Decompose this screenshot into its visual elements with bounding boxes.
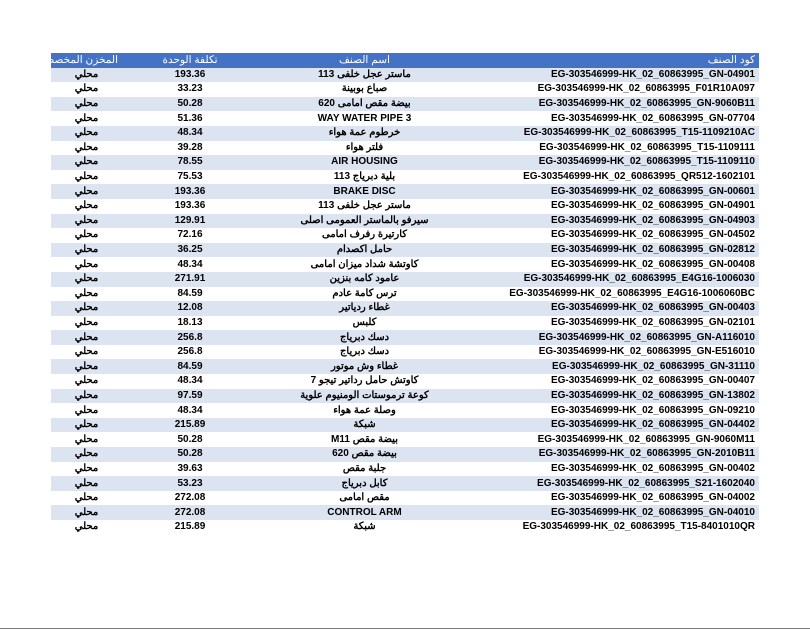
table-row[interactable] [51, 141, 759, 156]
cell-item-name[interactable]: بلية دبرياج 113 [258, 170, 471, 185]
cell-assigned-store[interactable]: محلي [51, 505, 122, 520]
cell-item-code[interactable]: EG-303546999-HK_02_60863995_GN-31110 [471, 359, 759, 374]
cell-item-code[interactable]: EG-303546999-HK_02_60863995_E4G16-1006060BC [471, 287, 759, 302]
cell-item-code[interactable]: EG-303546999-HK_02_60863995_GN-00601 [471, 184, 759, 199]
cell-unit-cost[interactable]: 33.23 [122, 82, 258, 97]
cell-item-code[interactable]: EG-303546999-HK_02_60863995_E4G16-1006030 [471, 272, 759, 287]
cell-item-code[interactable]: EG-303546999-HK_02_60863995_GN-09210 [471, 403, 759, 418]
cell-item-code[interactable]: EG-303546999-HK_02_60863995_GN-9060M11 [471, 432, 759, 447]
cell-unit-cost[interactable]: 48.34 [122, 126, 258, 141]
cell-unit-cost[interactable]: 129.91 [122, 214, 258, 229]
cell-assigned-store[interactable]: محلي [51, 432, 122, 447]
cell-assigned-store[interactable]: محلي [51, 359, 122, 374]
cell-item-name[interactable]: جلبة مقص [258, 462, 471, 477]
cell-unit-cost[interactable]: 97.59 [122, 389, 258, 404]
cell-assigned-store[interactable]: محلي [51, 389, 122, 404]
cell-item-code[interactable]: EG-303546999-HK_02_60863995_T15-1109210AC [471, 126, 759, 141]
cell-assigned-store[interactable]: محلي [51, 199, 122, 214]
cell-item-code[interactable]: EG-303546999-HK_02_60863995_GN-04901 [471, 68, 759, 83]
table-row[interactable] [51, 403, 759, 418]
cell-item-code[interactable]: EG-303546999-HK_02_60863995_GN-07704 [471, 111, 759, 126]
cell-assigned-store[interactable]: محلي [51, 141, 122, 156]
table-row[interactable] [51, 82, 759, 97]
cell-assigned-store[interactable]: محلي [51, 345, 122, 360]
table-row[interactable] [51, 447, 759, 462]
cell-item-code[interactable]: EG-303546999-HK_02_60863995_GN-A116010 [471, 330, 759, 345]
cell-unit-cost[interactable]: 272.08 [122, 505, 258, 520]
cell-unit-cost[interactable]: 48.34 [122, 257, 258, 272]
cell-assigned-store[interactable]: محلي [51, 447, 122, 462]
cell-unit-cost[interactable]: 72.16 [122, 228, 258, 243]
cell-item-name[interactable]: AIR HOUSING [258, 155, 471, 170]
cell-item-name[interactable]: عامود كامه بنزين [258, 272, 471, 287]
cell-unit-cost[interactable]: 39.63 [122, 462, 258, 477]
cell-assigned-store[interactable]: محلي [51, 228, 122, 243]
cell-unit-cost[interactable]: 215.89 [122, 418, 258, 433]
table-row[interactable] [51, 432, 759, 447]
cell-item-name[interactable]: غطاء ردياتير [258, 301, 471, 316]
cell-item-code[interactable]: EG-303546999-HK_02_60863995_GN-00403 [471, 301, 759, 316]
cell-assigned-store[interactable]: محلي [51, 476, 122, 491]
cell-item-code[interactable]: EG-303546999-HK_02_60863995_GN-04903 [471, 214, 759, 229]
cell-unit-cost[interactable]: 12.08 [122, 301, 258, 316]
cell-item-name[interactable]: كارتيرة رفرف امامى [258, 228, 471, 243]
cell-item-name[interactable]: صباع بوبينة [258, 82, 471, 97]
table-row[interactable] [51, 505, 759, 520]
cell-item-code[interactable]: EG-303546999-HK_02_60863995_GN-E516010 [471, 345, 759, 360]
table-row[interactable] [51, 184, 759, 199]
table-row[interactable] [51, 97, 759, 112]
cell-item-name[interactable]: بيضة مقص 620 [258, 447, 471, 462]
cell-unit-cost[interactable]: 51.36 [122, 111, 258, 126]
table-row[interactable] [51, 126, 759, 141]
cell-unit-cost[interactable]: 256.8 [122, 345, 258, 360]
table-row[interactable] [51, 287, 759, 302]
cell-item-name[interactable]: مقص امامى [258, 491, 471, 506]
cell-item-name[interactable]: شبكة [258, 418, 471, 433]
cell-item-name[interactable]: كوعة ترموستات الومنيوم علوية [258, 389, 471, 404]
cell-unit-cost[interactable]: 36.25 [122, 243, 258, 258]
cell-assigned-store[interactable]: محلي [51, 330, 122, 345]
cell-unit-cost[interactable]: 53.23 [122, 476, 258, 491]
table-row[interactable] [51, 418, 759, 433]
cell-assigned-store[interactable]: محلي [51, 301, 122, 316]
cell-unit-cost[interactable]: 50.28 [122, 447, 258, 462]
header-item-code[interactable]: كود الصنف [471, 53, 759, 68]
cell-item-code[interactable]: EG-303546999-HK_02_60863995_GN-04002 [471, 491, 759, 506]
cell-assigned-store[interactable]: محلي [51, 214, 122, 229]
table-row[interactable] [51, 520, 759, 535]
cell-assigned-store[interactable]: محلي [51, 403, 122, 418]
cell-item-code[interactable]: EG-303546999-HK_02_60863995_GN-9060B11 [471, 97, 759, 112]
table-row[interactable] [51, 228, 759, 243]
cell-item-name[interactable]: فلتر هواء [258, 141, 471, 156]
table-row[interactable] [51, 359, 759, 374]
header-row [51, 53, 759, 68]
table-row[interactable] [51, 111, 759, 126]
cell-unit-cost[interactable]: 18.13 [122, 316, 258, 331]
cell-item-code[interactable]: EG-303546999-HK_02_60863995_GN-04901 [471, 199, 759, 214]
cell-item-name[interactable]: بيضة مقص امامى 620 [258, 97, 471, 112]
cell-item-code[interactable]: EG-303546999-HK_02_60863995_F01R10A097 [471, 82, 759, 97]
cell-unit-cost[interactable]: 256.8 [122, 330, 258, 345]
cell-item-code[interactable]: EG-303546999-HK_02_60863995_T15-1109111 [471, 141, 759, 156]
cell-item-code[interactable]: EG-303546999-HK_02_60863995_T15-1109110 [471, 155, 759, 170]
table-row[interactable] [51, 243, 759, 258]
table-row[interactable] [51, 68, 759, 83]
cell-assigned-store[interactable]: محلي [51, 257, 122, 272]
cell-item-name[interactable]: شبكة [258, 520, 471, 535]
table-row[interactable] [51, 155, 759, 170]
cell-item-code[interactable]: EG-303546999-HK_02_60863995_GN-13802 [471, 389, 759, 404]
cell-unit-cost[interactable]: 48.34 [122, 403, 258, 418]
cell-item-code[interactable]: EG-303546999-HK_02_60863995_GN-02812 [471, 243, 759, 258]
cell-assigned-store[interactable]: محلي [51, 126, 122, 141]
cell-assigned-store[interactable]: محلي [51, 316, 122, 331]
cell-assigned-store[interactable]: محلي [51, 418, 122, 433]
cell-assigned-store[interactable]: محلي [51, 462, 122, 477]
cell-item-code[interactable]: EG-303546999-HK_02_60863995_S21-1602040 [471, 476, 759, 491]
cell-unit-cost[interactable]: 193.36 [122, 68, 258, 83]
table-row[interactable] [51, 316, 759, 331]
cell-unit-cost[interactable]: 271.91 [122, 272, 258, 287]
table-row[interactable] [51, 257, 759, 272]
parts-table [41, 53, 759, 535]
cell-assigned-store[interactable]: محلي [51, 97, 122, 112]
cell-item-name[interactable]: 3 WAY WATER PIPE [258, 111, 471, 126]
cell-assigned-store[interactable]: محلي [51, 287, 122, 302]
cell-item-name[interactable]: بيضة مقص M11 [258, 432, 471, 447]
cell-item-code[interactable]: EG-303546999-HK_02_60863995_GN-04402 [471, 418, 759, 433]
cell-unit-cost[interactable]: 50.28 [122, 97, 258, 112]
table-row[interactable] [51, 345, 759, 360]
cell-assigned-store[interactable]: محلي [51, 243, 122, 258]
cell-assigned-store[interactable]: محلي [51, 111, 122, 126]
cell-unit-cost[interactable]: 48.34 [122, 374, 258, 389]
table-row[interactable] [51, 389, 759, 404]
cell-unit-cost[interactable]: 215.89 [122, 520, 258, 535]
page-divider [0, 628, 810, 629]
cell-assigned-store[interactable]: محلي [51, 520, 122, 535]
cell-unit-cost[interactable]: 84.59 [122, 359, 258, 374]
table-row[interactable] [51, 272, 759, 287]
cell-item-name[interactable]: ترس كامة عادم [258, 287, 471, 302]
cell-assigned-store[interactable]: محلي [51, 68, 122, 83]
cell-assigned-store[interactable]: محلي [51, 170, 122, 185]
cell-item-code[interactable]: EG-303546999-HK_02_60863995_GN-00408 [471, 257, 759, 272]
table-row[interactable] [51, 214, 759, 229]
table-row[interactable] [51, 374, 759, 389]
cell-unit-cost[interactable]: 39.28 [122, 141, 258, 156]
cell-item-name[interactable]: وصلة عمة هواء [258, 403, 471, 418]
cell-unit-cost[interactable]: 193.36 [122, 184, 258, 199]
cell-unit-cost[interactable]: 50.28 [122, 432, 258, 447]
cell-item-name[interactable]: دسك دبرياج [258, 345, 471, 360]
cell-item-name[interactable]: غطاء وش موتور [258, 359, 471, 374]
cell-item-code[interactable]: EG-303546999-HK_02_60863995_GN-04502 [471, 228, 759, 243]
cell-item-name[interactable]: حامل اكصدام [258, 243, 471, 258]
cell-item-name[interactable]: خرطوم عمة هواء [258, 126, 471, 141]
cell-item-code[interactable]: EG-303546999-HK_02_60863995_GN-04010 [471, 505, 759, 520]
cell-item-code[interactable]: EG-303546999-HK_02_60863995_QR512-1602101 [471, 170, 759, 185]
cell-assigned-store[interactable]: محلي [51, 374, 122, 389]
cell-item-code[interactable]: EG-303546999-HK_02_60863995_T15-8401010QR [471, 520, 759, 535]
cell-unit-cost[interactable]: 272.08 [122, 491, 258, 506]
cell-item-name[interactable]: ماستر عجل خلفى 113 [258, 68, 471, 83]
table-row[interactable] [51, 491, 759, 506]
cell-item-code[interactable]: EG-303546999-HK_02_60863995_GN-00402 [471, 462, 759, 477]
cell-unit-cost[interactable]: 78.55 [122, 155, 258, 170]
cell-item-name[interactable]: ماستر عجل خلفى 113 [258, 199, 471, 214]
table-row[interactable] [51, 170, 759, 185]
cell-assigned-store[interactable]: محلي [51, 155, 122, 170]
cell-item-name[interactable]: سيرفو بالماستر العمومى اصلى [258, 214, 471, 229]
table-row[interactable] [51, 462, 759, 477]
cell-item-code[interactable]: EG-303546999-HK_02_60863995_GN-2010B11 [471, 447, 759, 462]
cell-unit-cost[interactable]: 84.59 [122, 287, 258, 302]
cell-item-name[interactable]: كاوتش حامل رداتير تيجو 7 [258, 374, 471, 389]
table-row[interactable] [51, 199, 759, 214]
table-row[interactable] [51, 301, 759, 316]
header-assigned-store[interactable]: المخزن المخصص [51, 53, 122, 68]
table-body [51, 68, 759, 535]
cell-unit-cost[interactable]: 193.36 [122, 199, 258, 214]
cell-assigned-store[interactable]: محلي [51, 491, 122, 506]
cell-item-name[interactable]: كلبس [258, 316, 471, 331]
header-item-name[interactable]: اسم الصنف [258, 53, 471, 68]
cell-item-name[interactable]: CONTROL ARM [258, 505, 471, 520]
table-row[interactable] [51, 330, 759, 345]
cell-assigned-store[interactable]: محلي [51, 272, 122, 287]
cell-assigned-store[interactable]: محلي [51, 82, 122, 97]
header-unit-cost[interactable]: تكلفة الوحدة [122, 53, 258, 68]
cell-item-name[interactable]: كابل دبرياج [258, 476, 471, 491]
cell-unit-cost[interactable]: 75.53 [122, 170, 258, 185]
cell-item-code[interactable]: EG-303546999-HK_02_60863995_GN-02101 [471, 316, 759, 331]
table-row[interactable] [51, 476, 759, 491]
cell-item-name[interactable]: كاوتشة شداد ميزان امامى [258, 257, 471, 272]
cell-item-name[interactable]: دسك دبرياج [258, 330, 471, 345]
cell-item-code[interactable]: EG-303546999-HK_02_60863995_GN-00407 [471, 374, 759, 389]
cell-item-name[interactable]: BRAKE DISC [258, 184, 471, 199]
cell-assigned-store[interactable]: محلي [51, 184, 122, 199]
